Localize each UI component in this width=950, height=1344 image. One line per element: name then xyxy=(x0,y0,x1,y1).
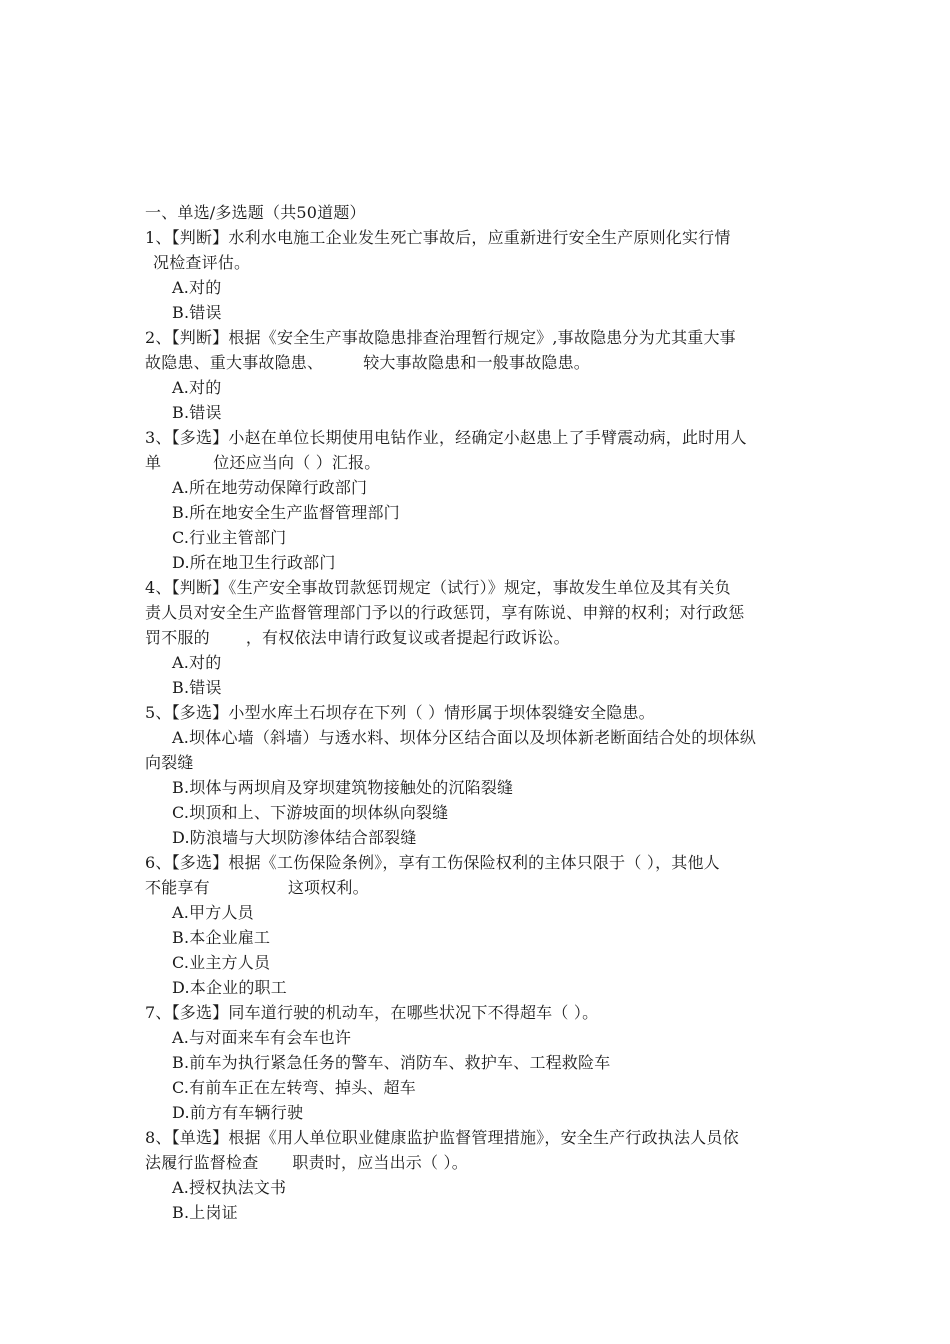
question-8-option-b: B.上岗证 xyxy=(172,1203,238,1222)
question-2-option-b: B.错误 xyxy=(172,403,222,422)
question-8-option-a: A.授权执法文书 xyxy=(172,1178,287,1197)
question-4-text: 4、【判断】《生产安全事故罚款惩罚规定（试行）》规定，事故发生单位及其有关负 xyxy=(145,578,731,597)
question-2-text: 2、【判断】根据《安全生产事故隐患排查治理暂行规定》,事故隐患分为尤其重大事 xyxy=(145,328,736,347)
question-7-option-d: D.前方有车辆行驶 xyxy=(172,1103,304,1122)
question-5-option-b: B.坝体与两坝肩及穿坝建筑物接触处的沉陷裂缝 xyxy=(172,778,514,797)
question-5-option-a-cont: 向裂缝 xyxy=(145,753,194,772)
question-6-text-cont xyxy=(145,875,810,900)
question-3-text-part1: 单 xyxy=(145,453,162,472)
question-2-option-a: A.对的 xyxy=(172,378,222,397)
question-3-option-b: B.所在地安全生产监督管理部门 xyxy=(172,503,400,522)
section-title: 一、单选/多选题（共50道题） xyxy=(145,203,366,222)
question-5-option-d: D.防浪墙与大坝防渗体结合部裂缝 xyxy=(172,828,417,847)
question-6-text-part1: 不能享有 xyxy=(145,878,210,897)
question-3-text: 3、【多选】小赵在单位长期使用电钻作业，经确定小赵患上了手臂震动病，此时用人 xyxy=(145,428,747,447)
question-2-text-cont xyxy=(145,350,810,375)
document-page xyxy=(145,200,810,1225)
question-5-text: 5、【多选】小型水库土石坝存在下列（ ）情形属于坝体裂缝安全隐患。 xyxy=(145,703,655,722)
question-3-option-a: A.所在地劳动保障行政部门 xyxy=(172,478,368,497)
question-5-option-c: C.坝顶和上、下游坡面的坝体纵向裂缝 xyxy=(172,803,449,822)
question-6-option-b: B.本企业雇工 xyxy=(172,928,271,947)
question-3-option-d: D.所在地卫生行政部门 xyxy=(172,553,336,572)
question-8-text-part2: 职责时，应当出示（ ）。 xyxy=(292,1153,468,1172)
question-4-text-cont-2 xyxy=(145,625,810,650)
question-4-option-b: B.错误 xyxy=(172,678,222,697)
question-8-text-part1: 法履行监督检查 xyxy=(145,1153,259,1172)
question-3-text-cont xyxy=(145,450,810,475)
question-6-text-part2: 这项权利。 xyxy=(287,878,369,897)
question-4-option-a: A.对的 xyxy=(172,653,222,672)
question-4-text-part2: ，有权依法申请行政复议或者提起行政诉讼。 xyxy=(245,628,570,647)
question-7-text: 7、【多选】同车道行驶的机动车，在哪些状况下不得超车（ ）。 xyxy=(145,1003,599,1022)
question-8-text: 8、【单选】根据《用人单位职业健康监护监督管理措施》，安全生产行政执法人员依 xyxy=(145,1128,739,1147)
question-1-option-a: A.对的 xyxy=(172,278,222,297)
question-5-option-a: A.坝体心墙（斜墙）与透水料、坝体分区结合面以及坝体新老断面结合处的坝体纵 xyxy=(172,728,757,747)
question-4-text-cont: 责人员对安全生产监督管理部门予以的行政惩罚，享有陈说、申辩的权利；对行政惩 xyxy=(145,603,745,622)
question-3-option-c: C.行业主管部门 xyxy=(172,528,287,547)
question-1-text: 1、【判断】水利水电施工企业发生死亡事故后，应重新进行安全生产原则化实行情 xyxy=(145,228,731,247)
question-6-option-c: C.业主方人员 xyxy=(172,953,271,972)
question-7-option-b: B.前车为执行紧急任务的警车、消防车、救护车、工程救险车 xyxy=(172,1053,611,1072)
question-2-text-part2: 较大事故隐患和一般事故隐患。 xyxy=(363,353,591,372)
question-6-text: 6、【多选】根据《工伤保险条例》，享有工伤保险权利的主体只限于（ ），其他人 xyxy=(145,853,720,872)
question-6-option-a: A.甲方人员 xyxy=(172,903,254,922)
question-1-text-cont: 况检查评估。 xyxy=(153,253,251,272)
question-8-text-cont xyxy=(145,1150,810,1175)
question-1-option-b: B.错误 xyxy=(172,303,222,322)
question-2-text-part1: 故隐患、重大事故隐患、 xyxy=(145,353,324,372)
question-7-option-c: C.有前车正在左转弯、掉头、超车 xyxy=(172,1078,416,1097)
question-6-option-d: D.本企业的职工 xyxy=(172,978,287,997)
question-4-text-part1: 罚不服的 xyxy=(145,628,210,647)
question-3-text-part2: 位还应当向（ ）汇报。 xyxy=(213,453,381,472)
question-7-option-a: A.与对面来车有会车也许 xyxy=(172,1028,352,1047)
